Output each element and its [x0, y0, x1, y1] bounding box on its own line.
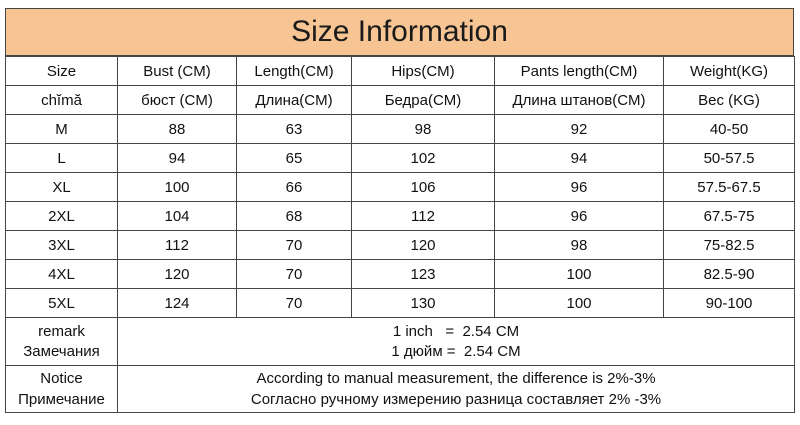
size-cell: 4XL	[6, 260, 118, 289]
weight-cell: 57.5-67.5	[664, 173, 795, 202]
hips-cell: 130	[352, 289, 495, 318]
bust-cell: 104	[118, 202, 237, 231]
length-cell: 70	[237, 231, 352, 260]
chart-title: Size Information	[5, 8, 794, 56]
table-row	[6, 289, 795, 318]
length-cell: 70	[237, 260, 352, 289]
length-cell: 68	[237, 202, 352, 231]
length-cell: 70	[237, 289, 352, 318]
hips-cell: 112	[352, 202, 495, 231]
pants-length-cell: 96	[495, 202, 664, 231]
notice-label-en: Notice	[40, 370, 83, 387]
weight-cell: 67.5-75	[664, 202, 795, 231]
header-cell: Length(CM)	[237, 57, 352, 86]
table-row	[6, 115, 795, 144]
bust-cell: 100	[118, 173, 237, 202]
bust-cell: 124	[118, 289, 237, 318]
pants-length-cell: 92	[495, 115, 664, 144]
size-chart	[5, 8, 794, 413]
size-cell: 5XL	[6, 289, 118, 318]
hips-cell: 123	[352, 260, 495, 289]
size-cell: 3XL	[6, 231, 118, 260]
notice-text-cell	[118, 366, 795, 413]
pants-length-cell: 94	[495, 144, 664, 173]
notice-label-cell	[6, 366, 118, 413]
remark-text-cell	[118, 318, 795, 366]
remark-label-ru: Замечания	[23, 342, 100, 360]
length-cell: 66	[237, 173, 352, 202]
pants-length-cell: 98	[495, 231, 664, 260]
bust-cell: 94	[118, 144, 237, 173]
pants-length-cell: 96	[495, 173, 664, 202]
table-row	[6, 173, 795, 202]
header-row-russian	[6, 86, 795, 115]
table-row	[6, 144, 795, 173]
bust-cell: 120	[118, 260, 237, 289]
pants-length-cell: 100	[495, 260, 664, 289]
size-cell: 2XL	[6, 202, 118, 231]
size-table	[5, 56, 795, 413]
remark-label-en: remark	[38, 322, 85, 340]
length-cell: 63	[237, 115, 352, 144]
hips-cell: 102	[352, 144, 495, 173]
size-cell: M	[6, 115, 118, 144]
remark-row	[6, 318, 795, 366]
weight-cell: 50-57.5	[664, 144, 795, 173]
weight-cell: 75-82.5	[664, 231, 795, 260]
bust-cell: 88	[118, 115, 237, 144]
header-row-english	[6, 57, 795, 86]
header-cell: Pants length(CM)	[495, 57, 664, 86]
table-row	[6, 231, 795, 260]
remark-label-cell	[6, 318, 118, 366]
length-cell: 65	[237, 144, 352, 173]
header-cell: Вес (KG)	[664, 86, 795, 115]
bust-cell: 112	[118, 231, 237, 260]
header-cell: Bust (CM)	[118, 57, 237, 86]
notice-label-ru: Примечание	[18, 391, 105, 408]
size-cell: L	[6, 144, 118, 173]
notice-row	[6, 366, 795, 413]
header-cell: бюст (CM)	[118, 86, 237, 115]
hips-cell: 120	[352, 231, 495, 260]
hips-cell: 98	[352, 115, 495, 144]
weight-cell: 40-50	[664, 115, 795, 144]
table-row	[6, 202, 795, 231]
header-cell: Бедра(CM)	[352, 86, 495, 115]
header-cell: Длина штанов(CM)	[495, 86, 664, 115]
header-cell: Длина(CM)	[237, 86, 352, 115]
pants-length-cell: 100	[495, 289, 664, 318]
size-cell: XL	[6, 173, 118, 202]
remark-line-ru: 1 дюйм = 2.54 CM	[391, 342, 521, 360]
table-row	[6, 260, 795, 289]
notice-line-en: According to manual measurement, the difference is 2%-3%	[256, 370, 656, 387]
header-cell: Weight(KG)	[664, 57, 795, 86]
hips-cell: 106	[352, 173, 495, 202]
header-cell: Hips(CM)	[352, 57, 495, 86]
remark-line-en: 1 inch = 2.54 CM	[392, 322, 520, 340]
header-cell: chĭmă	[6, 86, 118, 115]
weight-cell: 90-100	[664, 289, 795, 318]
notice-line-ru: Согласно ручному измерению разница составляет 2% -3%	[250, 391, 662, 408]
weight-cell: 82.5-90	[664, 260, 795, 289]
header-cell: Size	[6, 57, 118, 86]
